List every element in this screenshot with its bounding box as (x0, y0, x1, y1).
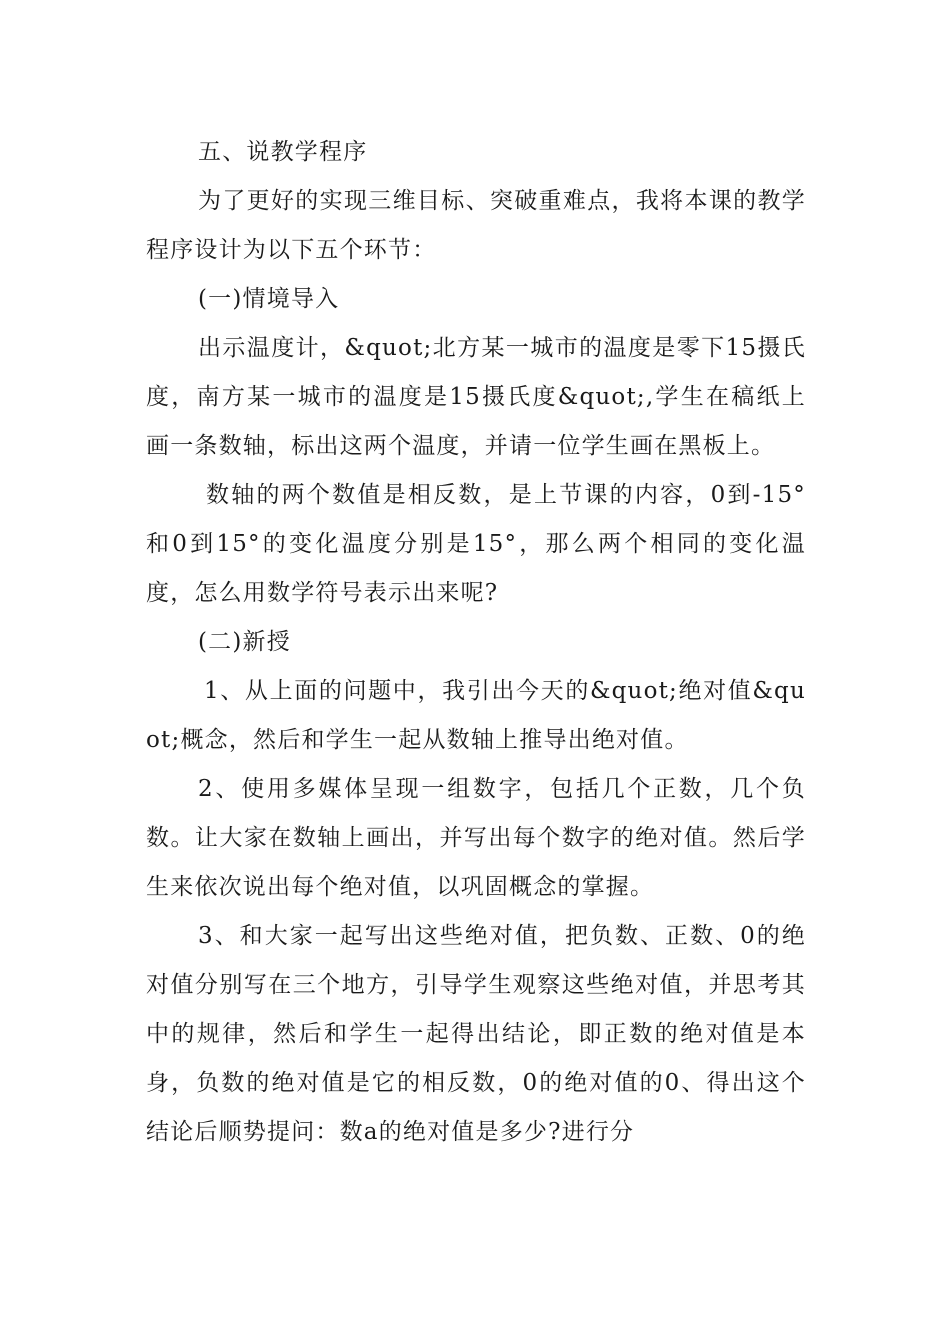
paragraph-step-1: 1、从上面的问题中，我引出今天的&quot;绝对值&quot;概念，然后和学生一起从数轴上推导出绝对值。 (146, 678, 806, 753)
subsection-heading-new-lesson: (二)新授 (198, 629, 291, 655)
paragraph-step-2: 2、使用多媒体呈现一组数字，包括几个正数，几个负数。让大家在数轴上画出，并写出每个数字的绝对值。然后学生来依次说出每个绝对值，以巩固概念的掌握。 (146, 776, 806, 900)
paragraph-thermometer: 出示温度计，&quot;北方某一城市的温度是零下15摄氏度，南方某一城市的温度是15摄氏度&quot;,学生在稿纸上画一条数轴，标出这两个温度，并请一位学生画在黑板上。 (146, 335, 806, 459)
section-heading: 五、说教学程序 (198, 139, 368, 165)
intro-paragraph: 为了更好的实现三维目标、突破重难点，我将本课的教学程序设计为以下五个环节： (146, 188, 806, 263)
paragraph-opposite-numbers: 数轴的两个数值是相反数，是上节课的内容，0到-15°和0到15°的变化温度分别是15°，那么两个相同的变化温度，怎么用数学符号表示出来呢? (146, 482, 806, 606)
subsection-heading-situation: (一)情境导入 (198, 286, 340, 312)
document-body (146, 128, 806, 1157)
paragraph-step-3: 3、和大家一起写出这些绝对值，把负数、正数、0的绝对值分别写在三个地方，引导学生观察这些绝对值，并思考其中的规律，然后和学生一起得出结论，即正数的绝对值是本身，负数的绝对值是它的相反数，0的绝对值的0、得出这个结论后顺势提问：数a的绝对值是多少?进行分 (146, 923, 806, 1145)
